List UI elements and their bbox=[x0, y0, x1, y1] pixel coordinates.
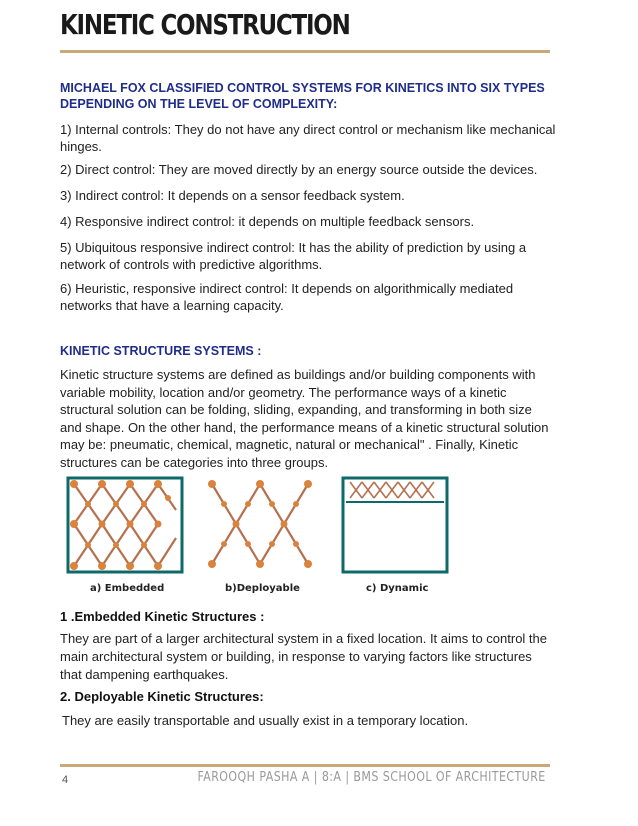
list-item: 2) Direct control: They are moved directly by an energy source outside the devices. bbox=[60, 162, 538, 177]
caption-embedded: a) Embedded bbox=[90, 583, 165, 594]
list-item: 6) Heuristic, responsive indirect control: It depends on algorithmically mediated networks that have a learning capacity. bbox=[60, 281, 514, 313]
subheading-embedded: 1 .Embedded Kinetic Structures : bbox=[60, 609, 265, 624]
list-item: 4) Responsive indirect control: it depends on multiple feedback sensors. bbox=[60, 214, 475, 229]
caption-deployable: b)Deployable bbox=[225, 583, 300, 594]
list-item: 3) Indirect control: It depends on a sensor feedback system. bbox=[60, 188, 405, 203]
section-heading-kinetic-structures: KINETIC STRUCTURE SYSTEMS : bbox=[60, 344, 262, 358]
deployable-paragraph: They are easily transportable and usually exist in a temporary location. bbox=[62, 713, 469, 728]
section-paragraph: Kinetic structure systems are defined as buildings and/or building components with variable mobility, location and/or geometry. The performance ways of a kinetic structural solution can be folding, sliding, expanding, and transforming in both size and shape. On the other hand, the performance means of a kinetic structural solution may be: pneumatic, chemical, magnetic, natural or mechanical" . Finally, Kinetic structures can be categories into three groups. bbox=[60, 367, 549, 470]
footer-divider bbox=[60, 764, 550, 767]
caption-dynamic: c) Dynamic bbox=[366, 583, 429, 594]
footer-credit: FAROOQH PASHA A | 8:A | BMS SCHOOL OF ARCHITECTURE bbox=[197, 770, 546, 785]
page-number: 4 bbox=[62, 774, 69, 786]
title-divider bbox=[60, 50, 550, 53]
kinetic-structure-figure bbox=[60, 474, 460, 599]
page-title: KINETIC CONSTRUCTION bbox=[60, 8, 350, 41]
embedded-diagram bbox=[68, 478, 182, 594]
list-item: 5) Ubiquitous responsive indirect control: It has the ability of prediction by using a network of controls with predictive algorithms. bbox=[60, 240, 527, 272]
dynamic-diagram bbox=[343, 478, 447, 594]
deployable-diagram bbox=[208, 480, 312, 594]
section-heading-control-systems: MICHAEL FOX CLASSIFIED CONTROL SYSTEMS FOR KINETICS INTO SIX TYPES DEPENDING ON THE LEVEL OF COMPLEXITY: bbox=[60, 81, 545, 111]
embedded-paragraph: They are part of a larger architectural system in a fixed location. It aims to control the main architectural system or building, in response to varying factors like structures that dampening earthquakes. bbox=[60, 631, 547, 682]
subheading-deployable: 2. Deployable Kinetic Structures: bbox=[60, 689, 264, 704]
list-item: 1) Internal controls: They do not have any direct control or mechanism like mechanical hinges. bbox=[60, 122, 556, 154]
